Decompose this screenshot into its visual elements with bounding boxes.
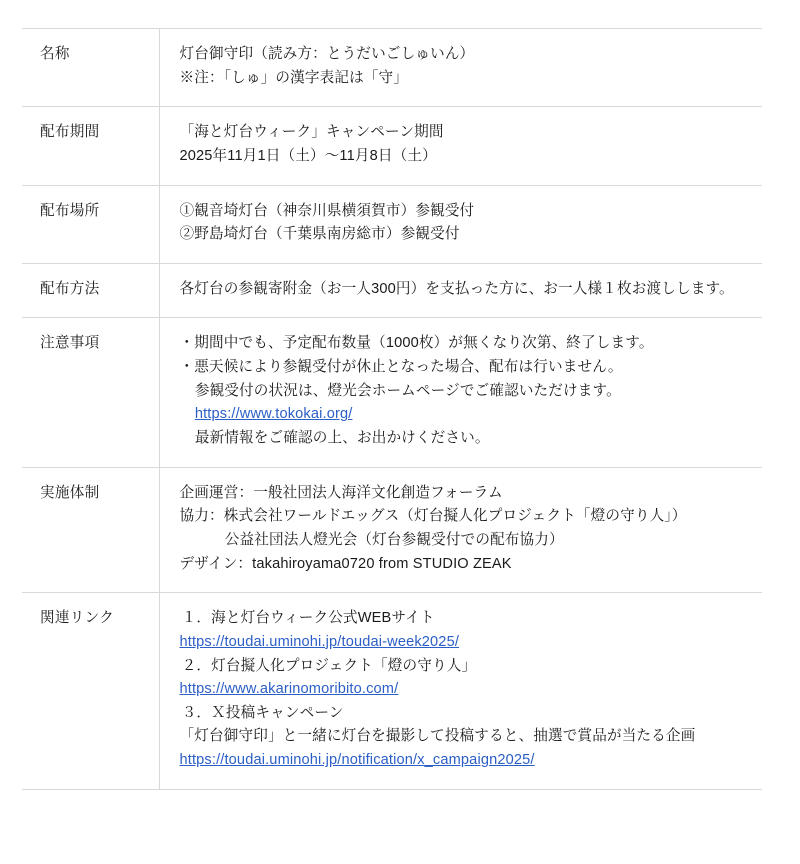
row-label-location: 配布場所 — [22, 185, 159, 263]
tokokai-link[interactable]: https://www.tokokai.org/ — [194, 406, 353, 423]
text-line: 「海と灯台ウィーク」キャンペーン期間 — [179, 124, 444, 141]
text-line: 各灯台の参観寄附金（お一人300円）を支払った方に、お一人様１枚お渡しします。 — [179, 280, 734, 297]
text-line: 参観受付の状況は、燈光会ホームページでご確認いただけます。 — [194, 382, 621, 399]
row-value-links — [159, 593, 762, 789]
akarinomoribito-link[interactable]: https://www.akarinomoribito.com/ — [179, 681, 399, 698]
text-line: デザイン：takahiroyama0720 from STUDIO ZEAK — [179, 555, 512, 572]
row-value-period — [159, 107, 762, 185]
x-campaign-link[interactable]: https://toudai.uminohi.jp/notification/x_campaign2025/ — [179, 752, 535, 769]
text-line: ３．Ｘ投稿キャンペーン — [181, 704, 344, 721]
text-line: ・期間中でも、予定配布数量（1000枚）が無くなり次第、終了します。 — [179, 335, 654, 352]
table-row — [22, 107, 762, 185]
toudai-week-link[interactable]: https://toudai.uminohi.jp/toudai-week2025/ — [179, 633, 460, 650]
row-label-period: 配布期間 — [22, 107, 159, 185]
link-wrapper — [180, 403, 753, 427]
text-line: 灯台御守印（読み方：とうだいごしゅいん） — [179, 46, 475, 62]
info-table — [22, 28, 762, 790]
text-line: 協力：株式会社ワールドエッグス（灯台擬人化プロジェクト「燈の守り人」） — [179, 508, 687, 525]
text-line: 公益社団法人燈光会（灯台参観受付での配布協力） — [224, 531, 564, 548]
text-line: １．海と灯台ウィーク公式WEBサイト — [181, 610, 435, 627]
row-value-name — [159, 29, 762, 107]
row-label-notes: 注意事項 — [22, 318, 159, 467]
text-line: 2025年11月1日（土）〜11月8日（土） — [179, 147, 437, 164]
row-value-organization — [159, 467, 762, 593]
row-label-name: 名称 — [22, 29, 159, 107]
text-line: ②野島埼灯台（千葉県南房総市）参観受付 — [179, 226, 460, 243]
row-label-method: 配布方法 — [22, 263, 159, 318]
row-value-notes — [159, 318, 762, 467]
row-label-organization: 実施体制 — [22, 467, 159, 593]
text-line: 最新情報をご確認の上、お出かけください。 — [194, 430, 490, 447]
text-line: ・悪天候により参観受付が休止となった場合、配布は行いません。 — [179, 359, 623, 376]
table-row — [22, 263, 762, 318]
text-line: 「灯台御守印」と一緒に灯台を撮影して投稿すると、抽選で賞品が当たる企画 — [179, 728, 696, 745]
text-line: ※注：「しゅ」の漢字表記は「守」 — [179, 69, 409, 86]
table-row — [22, 29, 762, 107]
table-row — [22, 185, 762, 263]
table-row — [22, 467, 762, 593]
table-row — [22, 593, 762, 789]
row-label-links: 関連リンク — [22, 593, 159, 789]
row-value-location — [159, 185, 762, 263]
text-line: 企画運営：一般社団法人海洋文化創造フォーラム — [179, 484, 503, 501]
text-line: ①観音埼灯台（神奈川県横須賀市）参観受付 — [179, 202, 475, 219]
text-line: ２．灯台擬人化プロジェクト「燈の守り人」 — [181, 657, 477, 674]
table-row — [22, 318, 762, 467]
row-value-method — [159, 263, 762, 318]
